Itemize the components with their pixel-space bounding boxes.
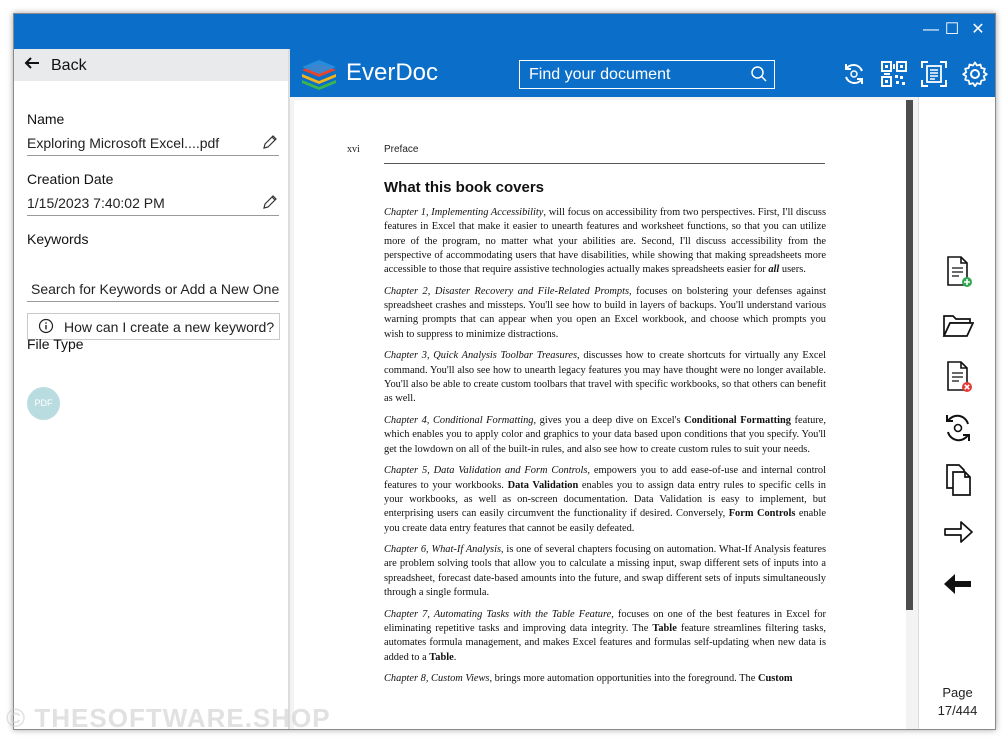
open-folder-icon[interactable] (942, 308, 974, 342)
refresh-icon[interactable] (942, 411, 974, 445)
everdoc-logo-icon (300, 57, 338, 91)
chapter-paragraph: Chapter 7, Automating Tasks with the Table Feature, focuses on one of the best features in Excel for eliminating repetitive tasks and improving data integrity. The Table feature streamlines filtering tasks, automates formula management, and makes Excel features and formulas self-updating when new data is added to a Table. (384, 608, 826, 663)
back-arrow-icon[interactable] (942, 567, 974, 601)
pdf-file-type-badge: PDF (27, 387, 60, 420)
keywords-placeholder: Search for Keywords or Add a New One (31, 281, 280, 297)
header-rule (384, 163, 825, 164)
settings-gear-icon[interactable] (962, 61, 988, 87)
document-body (384, 206, 826, 694)
document-scrollbar[interactable] (906, 100, 913, 610)
edit-date-pencil-icon[interactable] (261, 193, 279, 211)
creation-date-label: Creation Date (27, 171, 114, 187)
back-label: Back (51, 57, 87, 74)
brand-name: EverDoc (346, 59, 439, 86)
running-title: Preface (384, 144, 419, 155)
document-actions-toolbar (918, 97, 996, 729)
document-viewer[interactable] (290, 97, 918, 729)
creation-date-field[interactable] (27, 193, 279, 216)
keywords-label: Keywords (27, 231, 89, 247)
delete-document-icon[interactable] (942, 360, 974, 394)
scan-document-icon[interactable] (921, 61, 947, 87)
chapter-paragraph: Chapter 1, Implementing Accessibility, will focus on accessibility from two perspectives. First, I'll discuss features in Excel that make it easier to unearth features and worksheet functions, so that you can utilize more of the program, no matter what your abilities are. Second, I'll discuss accessibility from the perspective of accommodating users that have disabilities, while showing that making spreadsheets more accessible to those that require assistive technologies actually makes spreadsheets easier for all users. (384, 207, 826, 276)
section-heading: What this book covers (384, 179, 545, 196)
back-arrow-icon (24, 55, 40, 76)
title-bar (14, 14, 995, 49)
chapter-paragraph: Chapter 2, Disaster Recovery and File-Related Prompts, focuses on bolstering your defenses against spreadsheet crashes and missteps. You'll see how to build in layers of backups. You'll understand various warning prompts that can appear when you open an Excel workbook, and choose which prompts you wish to suppress to minimize distractions. (384, 285, 826, 340)
file-type-label: File Type (27, 336, 84, 352)
watermark: © THESOFTWARE.SHOP (6, 703, 331, 733)
minimize-button[interactable]: — (923, 21, 939, 38)
page-counter: 17/444 (937, 703, 978, 718)
document-page (294, 100, 906, 729)
qr-code-icon[interactable] (881, 61, 907, 87)
back-button[interactable] (14, 49, 288, 81)
keywords-search-input[interactable] (27, 275, 279, 302)
chapter-paragraph: Chapter 3, Quick Analysis Toolbar Treasures, discusses how to create shortcuts for virtually any Excel command. You'll also see how to unearth legacy features you may have thought were no longer available. You'll also be able to create custom toolbars that travel with specific workbooks, so that others can benefit as well. (384, 350, 827, 405)
chapter-paragraph: Chapter 8, Custom Views, brings more automation opportunities into the foreground. The Custom (384, 673, 793, 685)
info-icon (38, 318, 54, 334)
copy-document-icon[interactable] (942, 463, 974, 497)
search-icon[interactable] (750, 65, 768, 83)
search-placeholder: Find your document (529, 66, 671, 83)
name-value: Exploring Microsoft Excel....pdf (27, 135, 220, 151)
add-document-icon[interactable] (942, 255, 974, 289)
creation-date-value: 1/15/2023 7:40:02 PM (27, 195, 165, 211)
page-label: Page (942, 685, 973, 700)
name-field[interactable] (27, 133, 279, 156)
chapter-paragraph: Chapter 6, What-If Analysis, is one of several chapters focusing on automation. What-If Analysis features are problem solving tools that allow you to calculate a missing input, swap different sets of inputs into a spreadsheet, forecast date-based amounts into the future, and swap different sets of inputs simultaneously through a single formula. (384, 544, 826, 599)
chapter-paragraph: Chapter 5, Data Validation and Form Controls, empowers you to add ease-of-use and internal control features to your workbooks. Data Validation enables you to assign data entry rules to specific cells in your workbooks, as well as on-screen documentation. Data Validation is easy to implement, but enterprising users can easily circumvent the functionality if desired. Conversely, Form Controls enable you create data entry features that cannot be easily defeated. (384, 465, 826, 534)
close-button[interactable]: ✕ (971, 21, 985, 38)
app-header (290, 49, 995, 97)
page-number-text: xvi (347, 144, 360, 155)
forward-arrow-icon[interactable] (942, 515, 974, 549)
keyword-help-label: How can I create a new keyword? (64, 319, 275, 335)
app-window (13, 13, 996, 730)
sync-icon[interactable] (841, 61, 867, 87)
edit-name-pencil-icon[interactable] (261, 133, 279, 151)
maximize-button[interactable]: ☐ (944, 21, 960, 38)
document-search-input[interactable] (519, 60, 775, 89)
chapter-paragraph: Chapter 4, Conditional Formatting, gives you a deep dive on Excel's Conditional Formatting feature, which enables you to apply color and graphics to your data based upon conditions that you specify. You'll get the lowdown on all of the built-in rules, and also see how to create custom rules to suit your needs. (384, 415, 826, 455)
name-label: Name (27, 111, 65, 127)
details-sidebar (14, 49, 288, 729)
